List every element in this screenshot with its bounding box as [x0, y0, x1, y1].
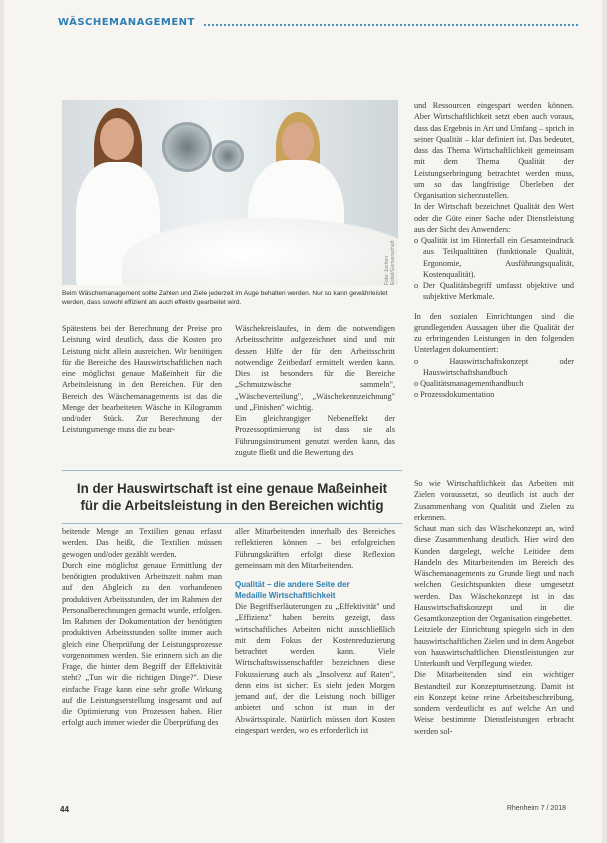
section-header: [58, 16, 578, 32]
bullet-list: [414, 356, 574, 401]
washing-machine-drum: [162, 122, 212, 172]
list-item: o Der Qualitätsbegriff umfasst objektive und subjektive Merkmale.: [414, 280, 574, 303]
pull-quote-line: In der Hauswirtschaft ist eine genaue Maßeinheit: [76, 481, 388, 496]
article-column-middle-top: [235, 323, 395, 458]
paragraph: Die Mitarbeitenden sind ein wichtiger Bestandteil zur Konzeptumsetzung. Damit ist ein Konzept keine reine Arbeitsbeschreibung, sondern verdeutlicht es auf welche Art und Weise bestimmte Dienstleistungen erbracht werden sol-: [414, 670, 574, 736]
paragraph: In der Wirtschaft bezeichnet Qualität den Wert oder die Güte einer Sache oder Dienstleistung aus der Sicht des Anwenders:: [414, 202, 574, 234]
paragraph: Ein gleichrangiger Nebeneffekt der Prozessoptimierung ist dass sie als Führungsinstrument genutzt werden kann, das zugute fließt und die Bewertung des: [235, 414, 395, 457]
section-title: WÄSCHEMANAGEMENT: [58, 17, 195, 28]
photo-caption: Beim Wäschemanagement sollte Zahlen und Ziele jederzeit im Auge behalten werden. Nur so kann gewährleistet werden, dass sowohl effizient als auch effektiv gearbeitet wird.: [62, 290, 388, 306]
laundry-photo: [62, 100, 398, 285]
paragraph: und Ressourcen eingespart werden können. Aber Wirtschaftlichkeit setzt eben auch voraus, dass das Ergebnis in Art und Umfang – sprich in seiner Qualität – klar definiert ist. Das bedeutet, dass das Thema Wirtschaftlichkeit gemeinsam mit dem Thema Qualität der Leistungserbringung betrachtet werden muss, um so das langfristige Überleben der Organisation sicherzustellen.: [414, 101, 574, 200]
header-dotted-rule: [204, 24, 578, 26]
pull-quote: [62, 470, 402, 524]
paragraph: Spätestens bei der Berechnung der Preise pro Leistung wird deutlich, dass die Kosten pro Leistung nicht allein ausreichen. Wir benötigen für die Bereiche des Hauswirtschaftlichen nach eine möglichst genaue Maßeinheit für die Arbeitsleistung in den Bereichen. Für den Bereich des Wäschemanagements ist das die Menge der bearbeiteten Wäsche in Kilogramm und/oder Stück. Zur Berechnung der Leistungsmenge muss die zu bear-: [62, 324, 222, 435]
article-column-middle-bottom: [235, 526, 395, 736]
subheading: Qualität – die andere Seite der: [235, 580, 350, 589]
article-column-left-bottom: [62, 526, 222, 729]
paragraph: So wie Wirtschaftlichkeit das Arbeiten mit Zielen voraussetzt, so deutlich ist auch der Zusammenhang von Qualität und Zielen zu erkennen.: [414, 479, 574, 522]
magazine-issue: Rhenheim 7 / 2018: [506, 805, 566, 812]
article-column-right-top: [414, 100, 574, 401]
pull-quote-line: für die Arbeitsleistung in den Bereichen wichtig: [80, 498, 384, 513]
paragraph: Wäschekreislaufes, in dem die notwendigen Arbeitsschritte aufgezeichnet sind und mit dessen Hilfe der für den Arbeitsschritt notwendige Zeitbedarf ermittelt werden kann. Dies ist besonders für die Bereiche „Schmutzwäsche sammeln", „Wäscheverteilung", „Wäschekennzeichnung" und „Finishen" wichtig.: [235, 324, 395, 412]
subheading: Medaille Wirtschaftlichkeit: [235, 591, 336, 600]
list-item: o Qualitätsmanagementhandbuch: [414, 378, 574, 389]
paragraph: beitende Menge an Textilien genau erfasst werden. Das heißt, die Textilien müssen gewogen und/oder gezählt werden.: [62, 527, 222, 559]
washing-machine-drum: [212, 140, 244, 172]
article-column-right-bottom: [414, 478, 574, 737]
list-item: o Prozessdokumentation: [414, 389, 574, 400]
list-item: o Qualität ist im Hinterfall ein Gesamteindruck aus Teilqualitäten (funktionale Qualität, Ergonomie, Ausführungsqualität, Kostenqualität).: [414, 235, 574, 280]
photo-credit: Foto: Jochen Eckel/Gemeinschaft: [384, 240, 396, 285]
paragraph: Durch eine möglichst genaue Ermittlung der benötigten produktiven Arbeitszeit nahm man auf den Abgleich zu den vorhandenen produktiven Arbeitsstunden, der im Rahmen der Personalberechnungen gemacht wurde, erfolgen. Im Rahmen der Dokumentation der benötigten produktiven Arbeitsstunden sollte immer auch gleich eine Überprüfung der Leistungsprozesse vorgenommen werden. Sie erinnern sich an die Frage, die hinter dem Begriff der Effektivität steht? „Tun wir die richtigen Dinge?". Diese einfache Frage kann eine sehr große Wirkung auf die Leistungserstellung insgesamt und auf die Optimierung von Prozessen haben. Hier erfolgt auch immer wieder die Überprüfung des: [62, 560, 222, 728]
paragraph: In den sozialen Einrichtungen sind die grundlegenden Aussagen über die Qualität der zu erbringenden Leistungen in den folgenden Unterlagen dokumentiert:: [414, 311, 574, 355]
paragraph: Leitziele der Einrichtung spiegeln sich in den hauswirtschaftlichen Zielen und in dem Angebot von hauswirtschaftlichen Dienstleistungen zur Unterkunft und Verpflegung wieder.: [414, 625, 574, 668]
paragraph: Die Begriffserläuterungen zu „Effektivität" und „Effizienz" haben bereits gezeigt, dass wirtschaftliches Arbeiten nicht ausschließlich mit dem Fokus der Kostenreduzierung betrachtet werden kann. Viele Wirtschaftswissenschaftler bezeichnen diese Fokussierung auch als „Insolvenz auf Raten", denn eins ist sicher: Es sieht jeden Morgen jemand auf, der die Leistung noch billiger anbietet und schon ist man in der Abwärtsspirale. Natürlich müssen dort Kosten eingespart werden, wo es erforderlich ist: [235, 602, 395, 735]
magazine-page: [4, 0, 602, 843]
bullet-list: [414, 235, 574, 303]
person-head: [282, 122, 314, 162]
article-column-left-top: [62, 323, 222, 436]
list-item: o Hauswirtschaftskonzept oder Hauswirtschaftshandbuch: [414, 356, 574, 379]
page-number: 44: [60, 805, 69, 814]
person-head: [100, 118, 134, 160]
paragraph: Schaut man sich das Wäschekonzept an, wird diese Zusammenhang deutlich. Hier wird den Kunden dargelegt, welche Leitidee dem Handeln des Mitarbeitenden im Bereich des Wäschemanagements zu Grunde liegt und nach welchen Gesichtspunkten diese umgesetzt werden. Das Wäschekonzept ist in das Hauswirtschaftskonzept und in die Gesamtkonzeption der Organisation eingebettet.: [414, 524, 574, 623]
paragraph: aller Mitarbeitenden innerhalb des Bereiches reflektieren können – bei erfolgreichen Führungskräften erfolgt diese Reflexion gemeinsam mit den Mitarbeitenden.: [235, 527, 395, 570]
